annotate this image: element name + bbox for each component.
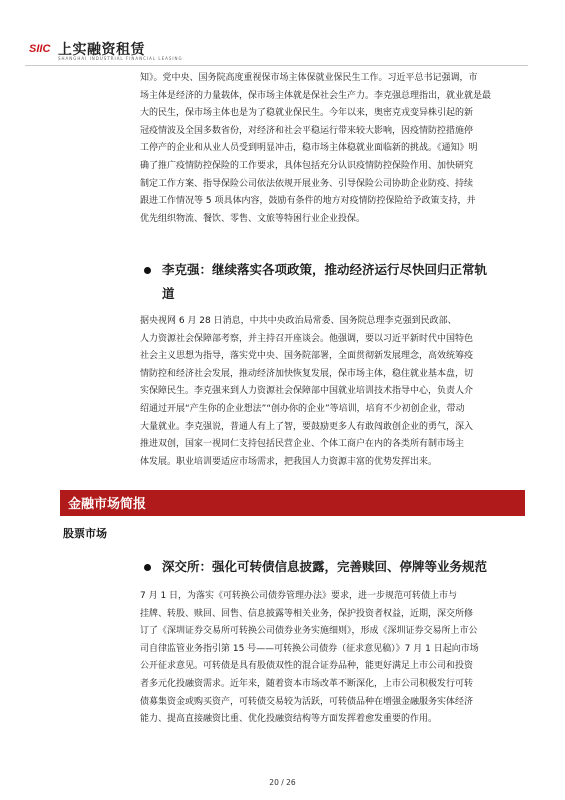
text-line: 体发展。职业培训要适应市场需求，把我国人力资源丰富的优势发挥出来。 bbox=[140, 456, 438, 467]
company-name: 上实融资租赁 bbox=[58, 42, 145, 58]
svg-text:SIIC: SIIC bbox=[29, 43, 51, 55]
text-line: 大量就业。李克强说，普通人有上了智，要鼓励更多人有敢闯敢创企业的勇气，深入 bbox=[140, 421, 474, 432]
company-name-english: SHANGHAI INDUSTRIAL FINANCIAL LEASING bbox=[58, 56, 183, 61]
text-line: 挂牌、转股、赎回、回售、信息披露等相关业务，保护投资者权益，近期，深交所修 bbox=[140, 608, 474, 619]
text-line: 冠疫情波及全国多数省份，对经济和社会平稳运行带来较大影响，因疫情防控措施停 bbox=[140, 125, 474, 136]
paragraph-li-keqiang bbox=[140, 313, 518, 471]
headline-line: 深交所：强化可转债信息披露，完善赎回、停牌等业务规范 bbox=[162, 559, 488, 574]
bullet-icon bbox=[144, 267, 151, 274]
text-line: 知》。党中央、国务院高度重视保市场主体保就业保民生工作。习近平总书记强调，市 bbox=[140, 73, 478, 83]
company-logo-icon bbox=[28, 40, 54, 55]
text-line: 制定工作方案、指导保险公司依法依规开展业务、引导保险公司协助企业防疫、持续 bbox=[140, 178, 474, 189]
text-line: 确了推广疫情防控保险的工作要求，具体包括充分认识疫情防控保险作用、加快研究 bbox=[140, 160, 474, 171]
bullet-icon bbox=[144, 564, 151, 571]
section-title: 金融市场简报 bbox=[68, 497, 147, 512]
text-line: 据央视网 6 月 28 日消息，中共中央政治局常委、国务院总理李克强到民政部、 bbox=[140, 316, 457, 326]
headline-line: 李克强：继续落实各项政策，推动经济运行尽快回归正常轨 bbox=[162, 262, 488, 277]
text-line: 订了《深圳证券交易所可转换公司债券业务实施细则》，形成《深圳证券交易所上市公 bbox=[140, 626, 478, 637]
text-line: 公开征求意见。可转债是具有股债双性的混合证券品种，能更好满足上市公司和投资 bbox=[140, 661, 474, 672]
text-line: 推进双创，国家一视同仁支持包括民营企业、个体工商户在内的各类所有制市场主 bbox=[140, 439, 465, 450]
text-line: 情防控和经济社会发展，推动经济加快恢复发展，保市场主体，稳住就业基本盘，切 bbox=[140, 368, 474, 379]
page-header bbox=[0, 0, 565, 68]
text-line: 能力、提高直接融资比重、优化投融资结构等方面发挥着愈发重要的作用。 bbox=[140, 714, 438, 725]
text-line: 工停产的企业和从业人员受到明显冲击，稳市场主体稳就业面临新的挑战。《通知》明 bbox=[140, 143, 478, 154]
text-line: 司自律监管业务指引第 15 号——可转换公司债券（征求意见稿）》7 月 1 日起向市场 bbox=[140, 643, 479, 654]
text-line: 者多元化投融资需求。近年来，随着资本市场改革不断深化，上市公司积极发行可转 bbox=[140, 678, 474, 689]
paragraph-szse bbox=[140, 588, 518, 729]
text-line: 人力资源社会保障部考察，并主持召开座谈会。他强调，要以习近平新时代中国特色 bbox=[140, 333, 474, 344]
text-line: 大的民生，保市场主体也是为了稳就业保民生。今年以来，奥密克戎变异株引起的新 bbox=[140, 108, 474, 119]
text-line: 社会主义思想为指导，落实党中央、国务院部署，全面贯彻新发展理念，高效统筹疫 bbox=[140, 351, 474, 362]
text-line: 7 月 1 日，为落实《可转换公司债券管理办法》要求，进一步规范可转债上市与 bbox=[140, 591, 458, 601]
news-headline-szse bbox=[136, 555, 521, 581]
headline-line: 道 bbox=[162, 286, 175, 301]
text-line: 债募集资金或购买资产，可转债交易较为活跃，可转债品种在增强金融服务实体经济 bbox=[140, 696, 474, 707]
intro-paragraph bbox=[140, 70, 518, 228]
text-line: 绍通过开展“产生你的企业想法”“创办你的企业”等培训，培育不少初创企业，带动 bbox=[140, 403, 465, 414]
subsection-title: 股票市场 bbox=[63, 527, 107, 540]
news-headline-li-keqiang bbox=[136, 258, 521, 308]
text-line: 实保障民生。李克强来到人力资源社会保障部中国就业培训技术指导中心，负责人介 bbox=[140, 386, 474, 397]
text-line: 场主体是经济的力量载体，保市场主体就是保社会生产力。李克强总理指出，就业就是最 bbox=[140, 90, 492, 101]
page-number: 20 / 26 bbox=[269, 778, 296, 787]
text-line: 优先组织物流、餐饮、零售、文旅等特困行业企业投保。 bbox=[140, 213, 366, 224]
text-line: 跟进工作情况等 5 项具体内容，鼓励有条件的地方对疫情防控保险给予政策支持，并 bbox=[140, 196, 476, 207]
header-divider bbox=[25, 65, 528, 66]
